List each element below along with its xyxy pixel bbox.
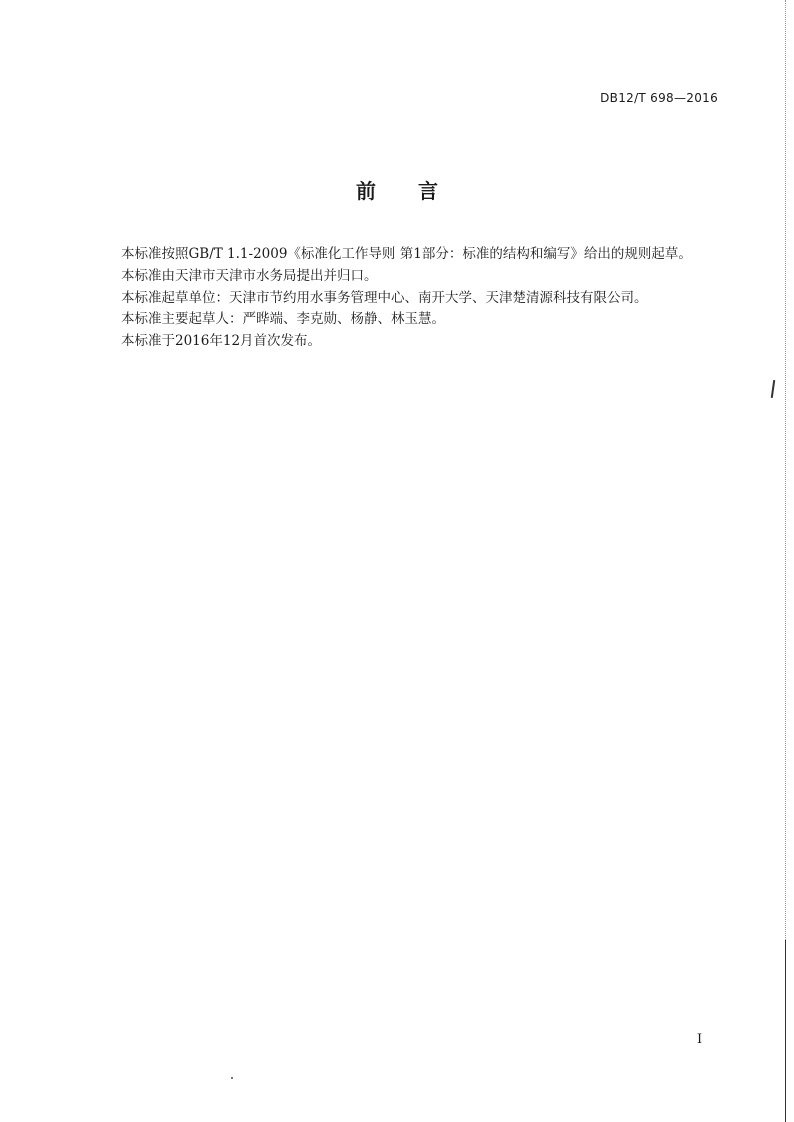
paragraph-drafters: 本标准主要起草人：严晔端、李克勋、杨静、林玉慧。: [121, 311, 445, 328]
scan-edge-shadow: [785, 940, 786, 1122]
page-title: [0, 175, 794, 204]
paragraph-drafting-rules: 本标准按照GB/T 1.1-2009《标准化工作导则 第1部分：标准的结构和编写》给出的规则起草。: [121, 246, 692, 262]
paragraph-drafting-units: 本标准起草单位：天津市节约用水事务管理中心、南开大学、天津楚清源科技有限公司。: [121, 289, 648, 306]
scan-mark: [771, 380, 775, 398]
scan-dot: [231, 1077, 233, 1079]
paragraph-proposer: 本标准由天津市天津市水务局提出并归口。: [121, 267, 378, 284]
title-char-1: 前: [356, 179, 376, 203]
page-number: I: [697, 1032, 703, 1047]
standard-code: DB12/T 698—2016: [600, 91, 718, 105]
foreword-body: [121, 244, 741, 353]
title-char-2: 言: [418, 179, 438, 203]
paragraph-release: 本标准于2016年12月首次发布。: [121, 333, 322, 350]
